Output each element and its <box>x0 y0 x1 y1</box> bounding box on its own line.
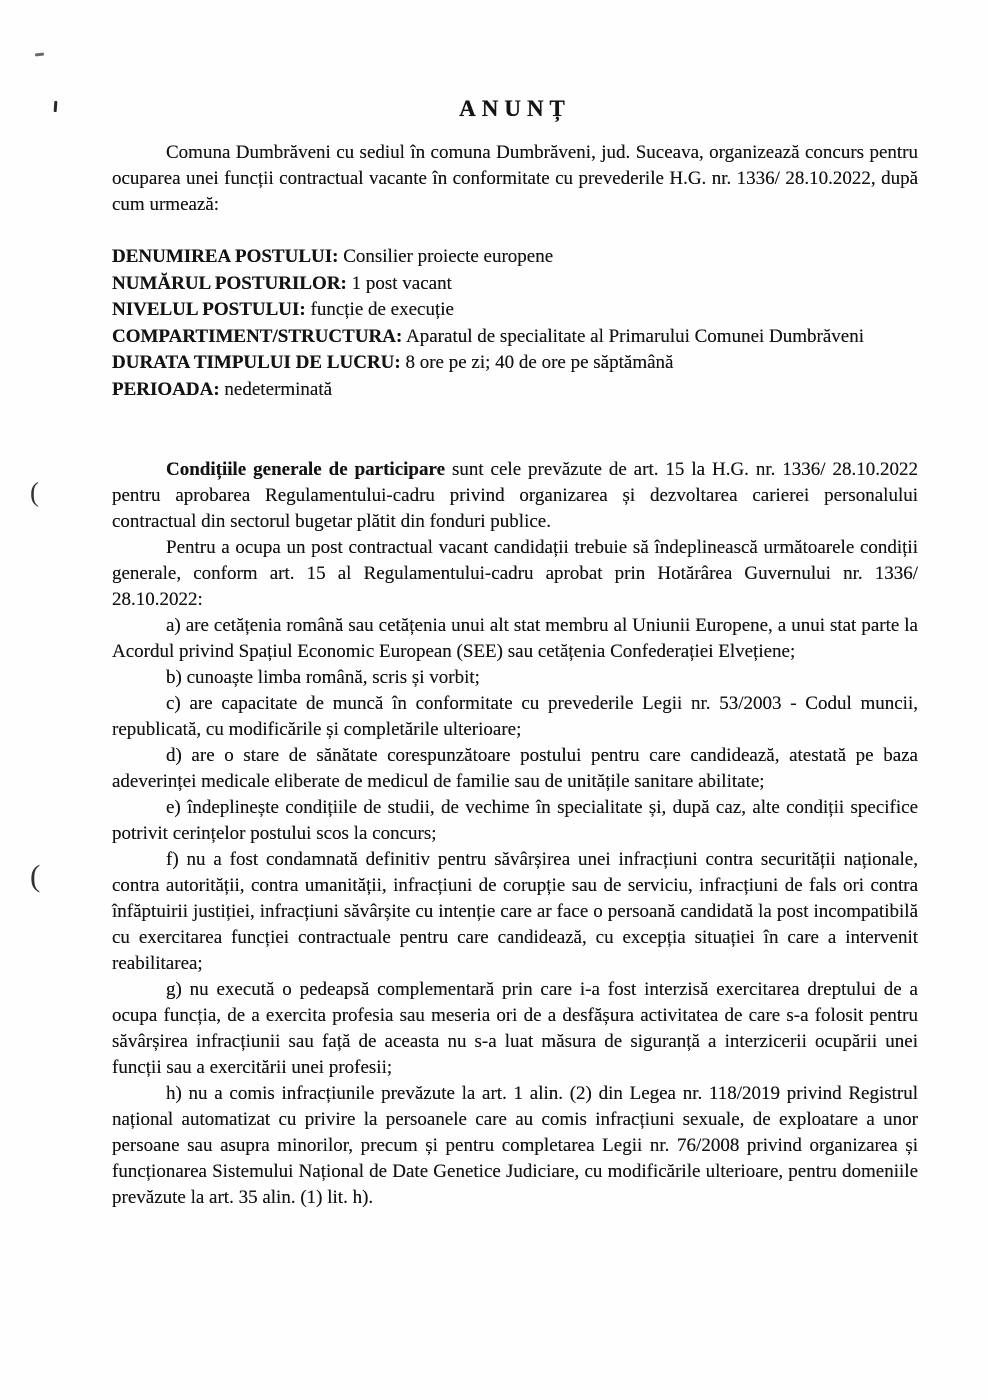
job-detail-label: DURATA TIMPULUI DE LUCRU: <box>112 352 401 373</box>
condition-item-f: f) nu a fost condamnată definitiv pentru săvârșirea unei infracțiuni contra securității naționale, contra autorității, contra umanității, infracțiuni de corupție sau de serviciu, infracțiuni de fals ori contra înfăptuirii justiției, infracțiuni săvârșite cu intenție care ar face o persoană candidată la post incompatibilă cu exercitarea funcției contractuale pentru care candidează, cu excepția situației în care a intervenit reabilitarea; <box>112 849 918 974</box>
condition-item-a: a) are cetățenia română sau cetățenia unui alt stat membru al Uniunii Europene, a unui stat parte la Acordul privind Spațiul Economic European (SEE) sau cetățenia Confederației Elvețiene; <box>112 615 918 662</box>
conditions-intro-rest: sunt cele prevăzute de art. 15 la H.G. nr. 1336/ 28.10.2022 pentru aprobarea Regulamentului-cadru privind organizarea și dezvoltarea carierei personalului contractual din sectorul bugetar plătit din fonduri publice. <box>112 459 919 532</box>
condition-item-e: e) îndeplinește condițiile de studii, de vechime în specialitate și, după caz, alte condiții specifice potrivit cerințelor postului scos la concurs; <box>112 797 918 844</box>
job-detail-nivelul <box>112 297 918 324</box>
conditions-second-paragraph: Pentru a ocupa un post contractual vacant candidații trebuie să îndeplinească următoarele condiții generale, conform art. 15 al Regulamentului-cadru aprobat prin Hotărârea Guvernului nr. 1336/ 28.10.2022: <box>112 537 918 610</box>
job-detail-value: 1 post vacant <box>346 272 452 294</box>
job-detail-label: DENUMIREA POSTULUI: <box>112 246 339 267</box>
condition-item-g: g) nu execută o pedeapsă complementară prin care i-a fost interzisă exercitarea dreptului de a ocupa funcția, de a exercita profesia sau meseria ori de a desfășura activitatea de care s-a folosit pentru săvârșirea infracțiunii sau față de aceasta nu s-a luat măsura de siguranță a interzicerii ocupării unei funcții sau a exercitării unei profesii; <box>112 979 918 1078</box>
job-detail-label: NUMĂRUL POSTURILOR: <box>112 272 347 294</box>
scan-artifact-paren-top: ( <box>30 477 39 507</box>
scan-artifact-paren-bottom: ( <box>30 858 41 893</box>
job-detail-value: Consilier proiecte europene <box>338 246 554 267</box>
job-detail-label: PERIOADA: <box>112 378 220 400</box>
job-detail-value: nedeterminată <box>219 378 333 400</box>
conditions-intro-bold: Condițiile generale de participare <box>166 459 446 480</box>
conditions-intro-paragraph <box>112 457 918 535</box>
job-details-block <box>112 244 918 403</box>
job-detail-value: Aparatul de specialitate al Primarului Comunei Dumbrăveni <box>402 325 865 347</box>
job-detail-label: NIVELUL POSTULUI: <box>112 299 306 320</box>
condition-item-d: d) are o stare de sănătate corespunzătoare postului pentru care candidează, atestată pe baza adeverinței medicale eliberate de medicul de familie sau de unitățile sanitare abilitate; <box>112 745 918 792</box>
job-detail-label: COMPARTIMENT/STRUCTURA: <box>112 325 403 347</box>
condition-item-b: b) cunoaște limba română, scris și vorbit; <box>166 667 480 688</box>
job-detail-value: funcție de execuție <box>305 299 454 320</box>
job-detail-durata <box>112 350 918 377</box>
job-detail-denumirea <box>112 244 918 271</box>
page-title: ANUNȚ <box>459 96 571 121</box>
condition-item-c: c) are capacitate de muncă în conformitate cu prevederile Legii nr. 53/2003 - Codul muncii, republicată, cu modificările și completările ulterioare; <box>112 693 918 740</box>
job-detail-numarul <box>112 271 918 298</box>
intro-paragraph: Comuna Dumbrăveni cu sediul în comuna Dumbrăveni, jud. Suceava, organizează concurs pentru ocuparea unei funcții contractual vacante în conformitate cu prevederile H.G. nr. 1336/ 28.10.2022, după cum urmează: <box>112 142 918 215</box>
job-detail-perioada <box>112 377 918 404</box>
general-conditions-section <box>112 457 918 1211</box>
condition-item-h: h) nu a comis infracțiunile prevăzute la art. 1 alin. (2) din Legea nr. 118/2019 privind Registrul național automatizat cu privire la persoanele care au comis infracțiuni sexuale, de exploatare a unor persoane sau asupra minorilor, precum și pentru completarea Legii nr. 76/2008 privind organizarea și funcționarea Sistemului Național de Date Genetice Judiciare, cu modificările ulterioare, pentru domeniile prevăzute la art. 35 alin. (1) lit. h). <box>112 1083 918 1208</box>
job-detail-compartiment <box>112 324 918 351</box>
job-detail-value: 8 ore pe zi; 40 de ore pe săptămână <box>400 352 674 373</box>
